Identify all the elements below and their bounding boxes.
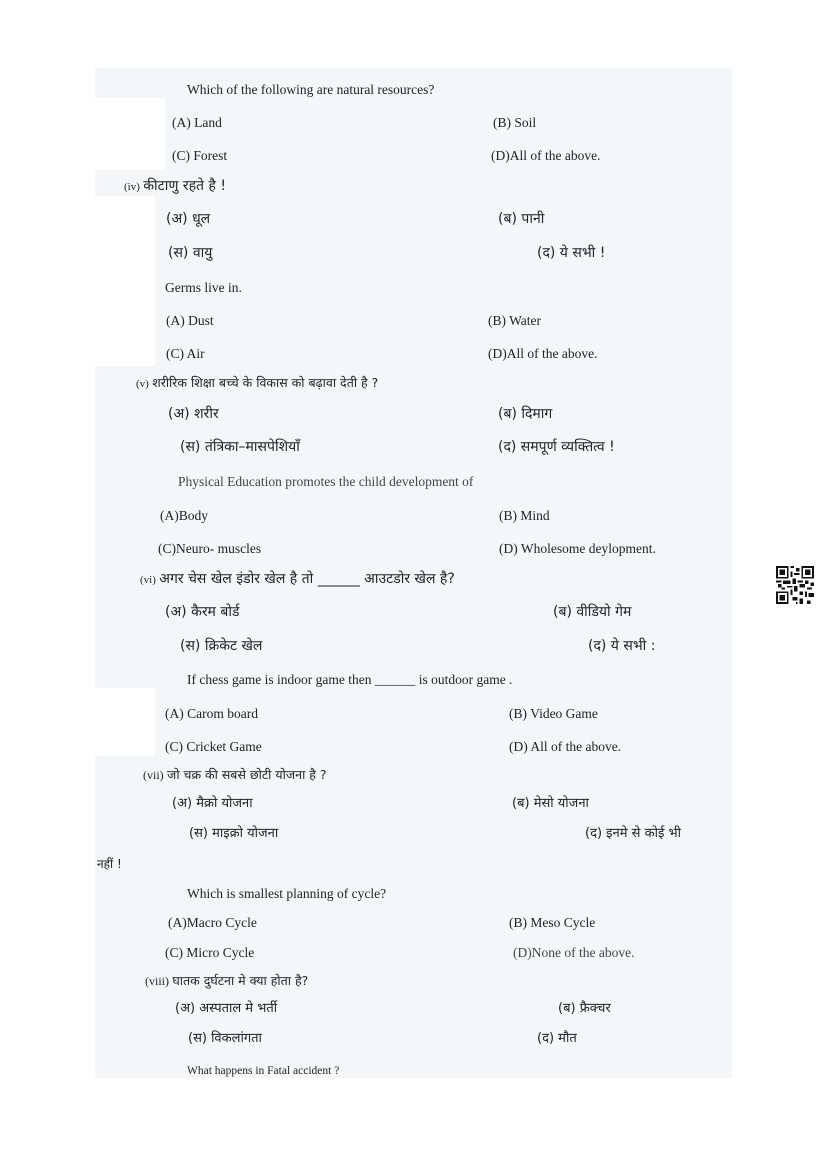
option-b-hindi: (ब) पानी (498, 211, 545, 227)
option-d-hindi-continued: नहीं ! (97, 857, 122, 871)
question-number: (vii) (143, 768, 164, 782)
option-d-hindi: (द) समपूर्ण व्यक्तित्व ! (498, 439, 615, 455)
option-d: (D) Wholesome deylopment. (499, 541, 656, 556)
option-a: (A)Body (160, 508, 208, 523)
question-number: (vi) (140, 574, 156, 586)
option-c-hindi: (स) विकलांगता (188, 1031, 262, 1046)
question-line (145, 972, 308, 990)
option-b-hindi: (ब) दिमाग (498, 406, 553, 422)
option-c-hindi: (स) वायु (168, 245, 213, 261)
option-d: (D)None of the above. (513, 945, 635, 960)
question-text: Which is smallest planning of cycle? (187, 886, 387, 901)
question-number: (v) (136, 378, 149, 390)
question-line (143, 766, 327, 784)
option-a: (A) Carom board (165, 706, 258, 721)
option-c-hindi: (स) तंत्रिका–मासपेशियाँ (180, 439, 300, 455)
option-d-hindi: (द) ये सभी : (588, 638, 656, 654)
option-a: (A) Dust (166, 313, 214, 328)
option-b-hindi: (ब) फ्रैक्चर (558, 1001, 611, 1016)
option-a-hindi: (अ) धूल (166, 211, 211, 227)
option-c-hindi: (स) माइक्रो योजना (189, 826, 279, 841)
question-number: (viii) (145, 974, 169, 988)
option-c: (C) Forest (172, 148, 228, 163)
option-d-hindi: (द) इनमे से कोई भी (585, 826, 681, 841)
option-a: (A) Land (172, 115, 222, 130)
question-text-hindi: अगर चेस खेल इंडोर खेल है तो ______ आउटडोर खेल है? (159, 571, 455, 587)
option-a-hindi: (अ) मैक्रो योजना (172, 796, 253, 811)
question-text-hindi: घातक दुर्घटना मे क्या होता है? (172, 973, 309, 988)
qr-code-icon (776, 566, 814, 604)
option-d-hindi: (द) मौत (537, 1031, 577, 1046)
option-c: (C) Air (166, 346, 205, 361)
option-b: (B) Water (488, 313, 542, 328)
option-d-hindi: (द) ये सभी ! (537, 245, 606, 261)
question-line (140, 570, 455, 589)
question-line (124, 177, 226, 196)
option-a-hindi: (अ) शरीर (168, 406, 219, 422)
option-d: (D)All of the above. (488, 346, 598, 361)
option-b-hindi: (ब) मेसो योजना (512, 796, 589, 811)
question-line (136, 374, 378, 393)
option-c: (C) Micro Cycle (165, 945, 255, 960)
option-d: (D) All of the above. (509, 739, 622, 754)
option-a-hindi: (अ) कैरम बोर्ड (165, 604, 240, 620)
question-text: Germs live in. (165, 280, 242, 295)
option-b: (B) Soil (493, 115, 537, 130)
option-c: (C)Neuro- muscles (158, 541, 262, 556)
option-b: (B) Video Game (509, 706, 598, 721)
question-text: Physical Education promotes the child development of (178, 474, 474, 489)
option-a-hindi: (अ) अस्पताल मे भर्ती (175, 1001, 278, 1016)
question-text: Which of the following are natural resources? (187, 82, 435, 97)
option-d: (D)All of the above. (491, 148, 601, 163)
question-text-hindi: शरीरिक शिक्षा बच्चे के विकास को बढ़ावा देती है ? (152, 375, 379, 390)
option-a: (A)Macro Cycle (168, 915, 257, 930)
question-number: (iv) (124, 181, 140, 193)
question-text-hindi: जो चक्र की सबसे छोटी योजना है ? (167, 767, 327, 782)
question-text-hindi: कीटाणु रहते है ! (143, 178, 226, 194)
question-text: What happens in Fatal accident ? (187, 1065, 340, 1077)
option-c: (C) Cricket Game (165, 739, 262, 754)
option-c-hindi: (स) क्रिकेट खेल (180, 638, 263, 654)
page-tint-a (165, 98, 732, 170)
option-b: (B) Meso Cycle (509, 915, 596, 930)
question-text: If chess game is indoor game then ______ is outdoor game . (187, 672, 513, 687)
option-b-hindi: (ब) वीडियो गेम (553, 604, 632, 620)
option-b: (B) Mind (499, 508, 550, 523)
